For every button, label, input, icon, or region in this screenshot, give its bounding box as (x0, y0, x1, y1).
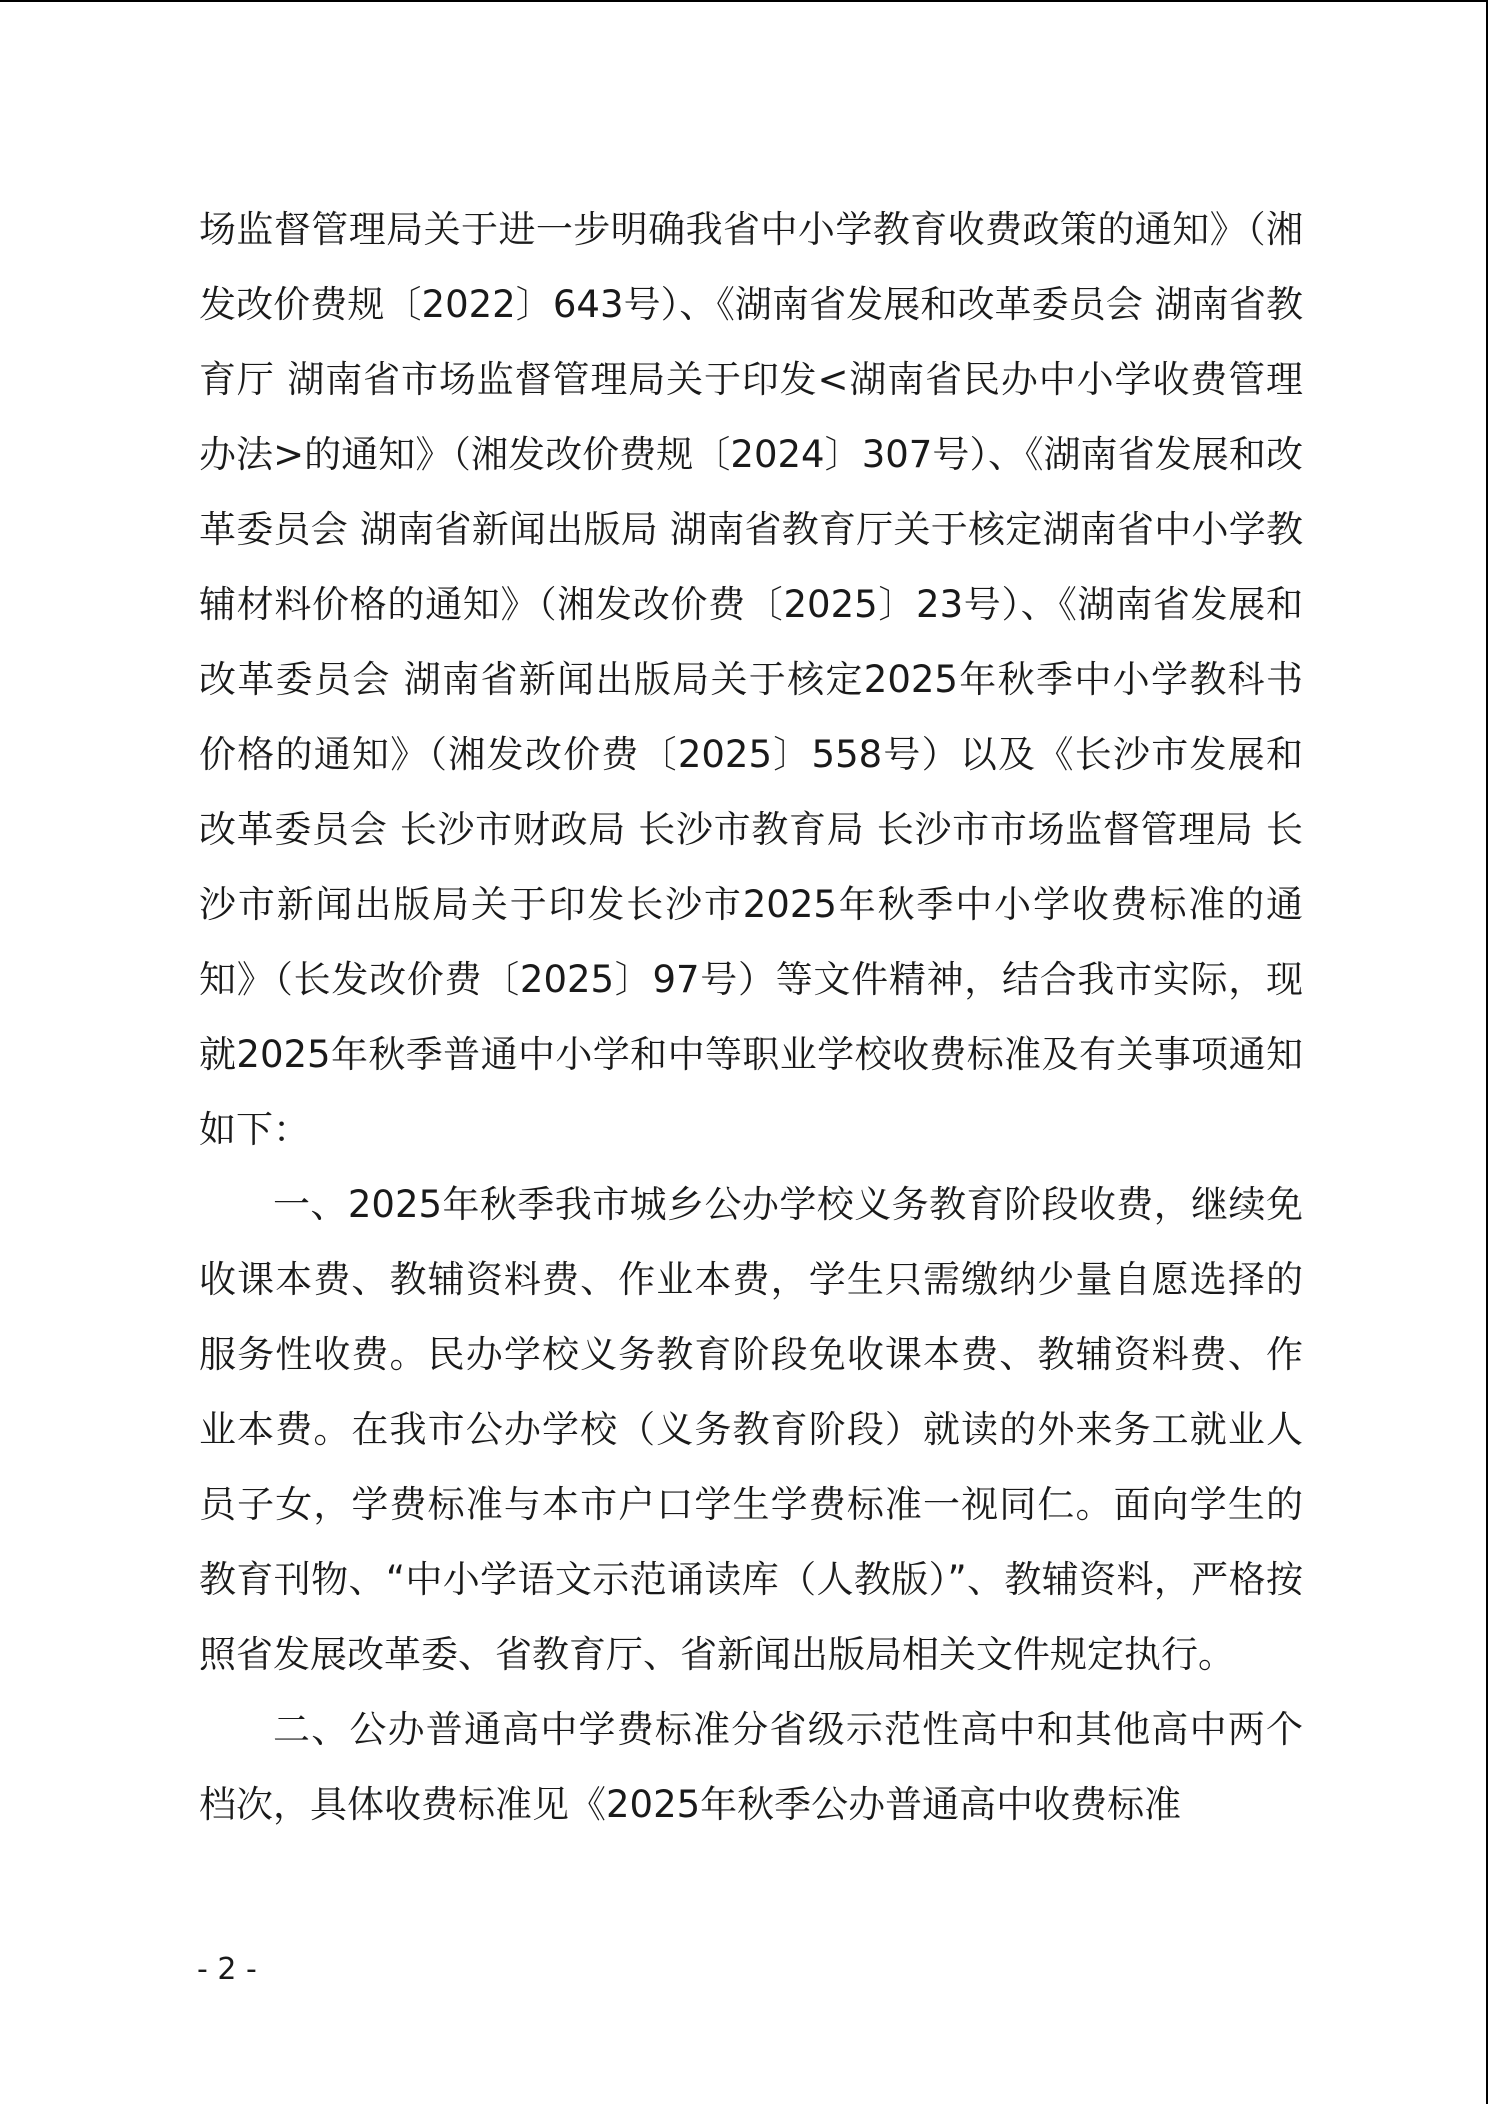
page-border-top (0, 0, 1488, 2)
paragraph-item-1: 一、2025年秋季我市城乡公办学校义务教育阶段收费，继续免收课本费、教辅资料费、作业本费，学生只需缴纳少量自愿选择的服务性收费。民办学校义务教育阶段免收课本费、教辅资料费、作业本费。在我市公办学校（义务教育阶段）就读的外来务工就业人员子女，学费标准与本市户口学生学费标准一视同仁。面向学生的教育刊物、“中小学语文示范诵读库（人教版）”、教辅资料，严格按照省发展改革委、省教育厅、省新闻出版局相关文件规定执行。 (199, 1183, 1303, 1676)
document-body (199, 192, 1303, 1842)
page-number: - 2 - (197, 1952, 257, 1987)
paragraph-item-2: 二、公办普通高中学费标准分省级示范性高中和其他高中两个档次，具体收费标准见《2025年秋季公办普通高中收费标准 (199, 1708, 1303, 1826)
paragraph-continuation: 场监督管理局关于进一步明确我省中小学教育收费政策的通知》（湘发改价费规〔2022〕643号）、《湖南省发展和改革委员会 湖南省教育厅 湖南省市场监督管理局关于印发<湖南省民办中小学收费管理办法>的通知》（湘发改价费规〔2024〕307号）、《湖南省发展和改革委员会 湖南省新闻出版局 湖南省教育厅关于核定湖南省中小学教辅材料价格的通知》（湘发改价费〔2025〕23号）、《湖南省发展和改革委员会 湖南省新闻出版局关于核定2025年秋季中小学教科书价格的通知》（湘发改价费〔2025〕558号）以及《长沙市发展和改革委员会 长沙市财政局 长沙市教育局 长沙市市场监督管理局 长沙市新闻出版局关于印发长沙市2025年秋季中小学收费标准的通知》（长发改价费〔2025〕97号）等文件精神，结合我市实际，现就2025年秋季普通中小学和中等职业学校收费标准及有关事项通知如下： (199, 208, 1303, 1151)
